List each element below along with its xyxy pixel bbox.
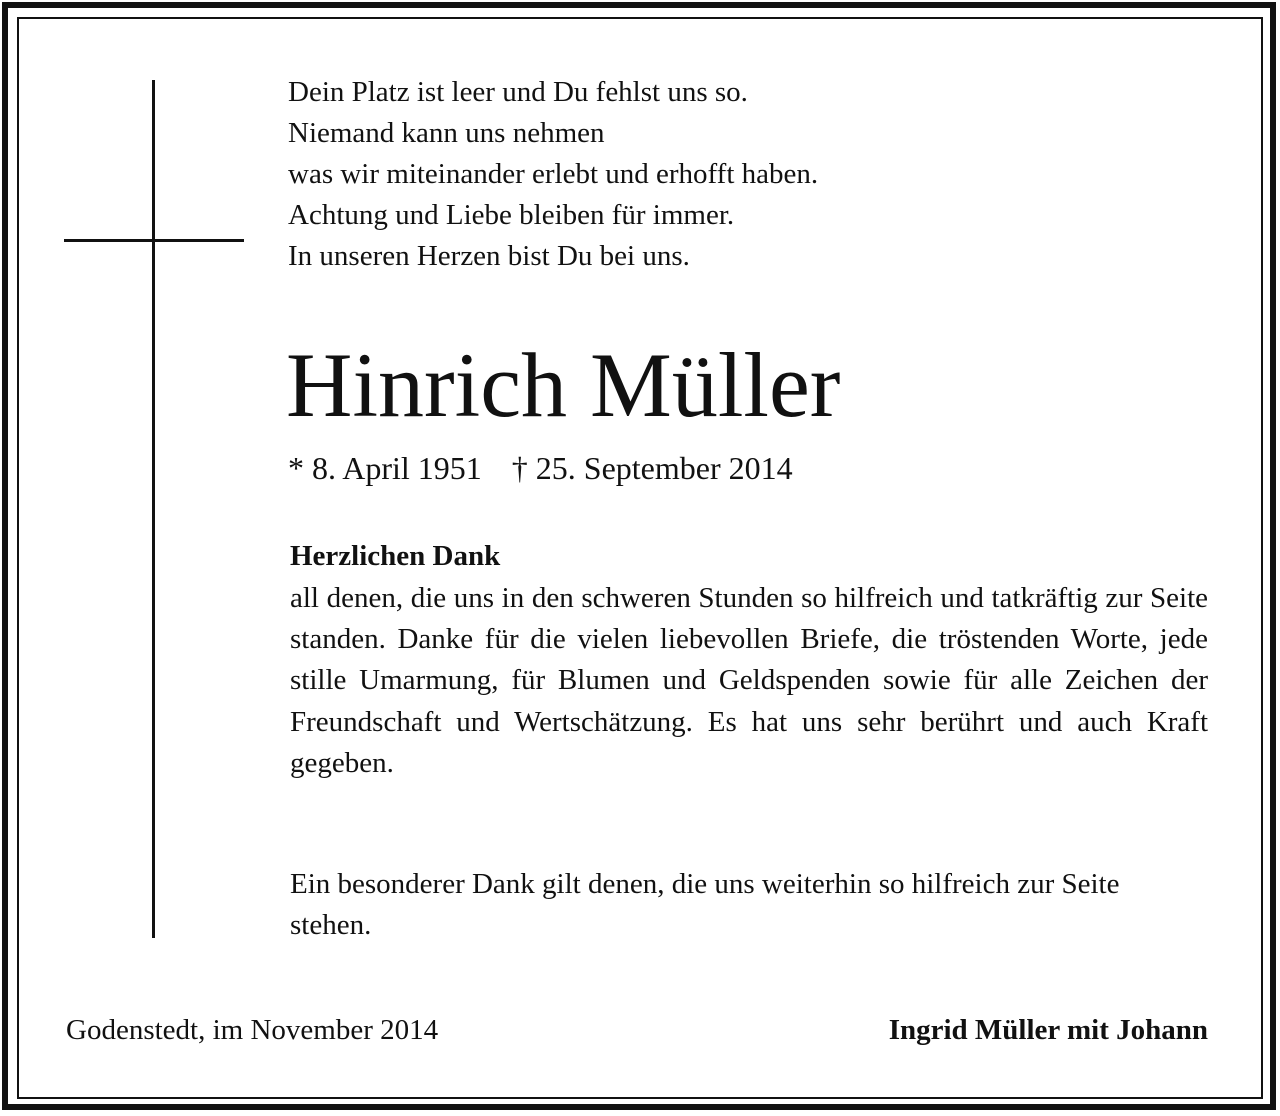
poem-line: Niemand kann uns nehmen — [288, 117, 605, 149]
signature: Ingrid Müller mit Johann — [888, 1014, 1208, 1046]
thanks-heading: Herzlichen Dank — [290, 540, 501, 572]
thanks-body: all denen, die uns in den schweren Stunden so hilfreich und tatkräftig zur Seite standen. Danke für die vielen liebevollen Briefe, die tröstenden Worte, jede stille Umarmung, für Blumen und Geldspenden sowie für alle Zeichen der Freundschaft und Wertschätzung. Es hat uns sehr berührt und auch Kraft gegeben. — [290, 582, 1208, 779]
memorial-poem — [288, 72, 818, 277]
place-date: Godenstedt, im November 2014 — [66, 1014, 439, 1046]
extra-thanks: Ein besonderer Dank gilt denen, die uns weiterhin so hilfreich zur Seite stehen. — [290, 868, 1120, 941]
poem-line: Achtung und Liebe bleiben für immer. — [288, 199, 735, 231]
birth-date: * 8. April 1951 — [288, 450, 482, 486]
poem-line: Dein Platz ist leer und Du fehlst uns so. — [288, 76, 748, 108]
death-date: † 25. September 2014 — [511, 450, 793, 486]
poem-line: In unseren Herzen bist Du bei uns. — [288, 240, 690, 272]
life-dates — [288, 446, 793, 490]
poem-line: was wir miteinander erlebt und erhofft haben. — [288, 158, 819, 190]
cross-icon-horizontal-bar — [64, 239, 244, 242]
cross-icon-vertical-bar — [152, 80, 155, 938]
deceased-name: Hinrich Müller — [286, 334, 841, 436]
